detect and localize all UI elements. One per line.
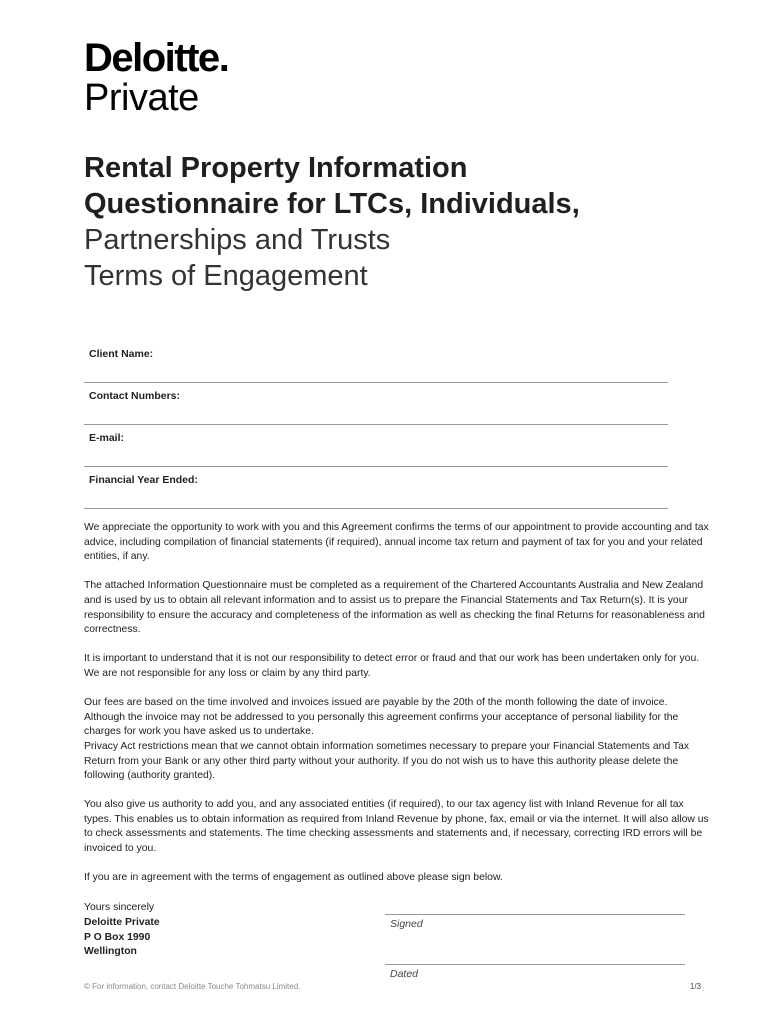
title-line-3: Partnerships and Trusts bbox=[84, 224, 391, 256]
paragraph-questionnaire: The attached Information Questionnaire must be completed as a requirement of the Chartered Accountants Australia and New Zealand and is used by us to obtain all relevant information and to assist us to prepare the Financial Statements and Tax Return(s). It is your responsibility to ensure the accuracy and completeness of the information as well as checking the final Returns for reasonableness and correctness. bbox=[84, 580, 705, 636]
signoff-city: Wellington bbox=[84, 946, 137, 958]
document-title bbox=[84, 150, 724, 294]
email-field[interactable] bbox=[84, 425, 668, 467]
paragraph-tax-agency: You also give us authority to add you, and any associated entities (if required), to our tax agency list with Inland Revenue for all tax types. This enables us to obtain information as required from Inland Revenue by phone, fax, email or via the internet. It will also allow us to check assessments and statements. The time checking assessments and statements and, if necessary, correcting IRD errors will be invoiced to you. bbox=[84, 799, 709, 855]
contact-numbers-label: Contact Numbers: bbox=[89, 390, 181, 402]
date-field[interactable] bbox=[385, 964, 685, 980]
signoff-block bbox=[84, 901, 160, 960]
deloitte-private-logo bbox=[84, 38, 228, 118]
paragraph-fees: Our fees are based on the time involved and invoices issued are payable by the 20th of the month following the date of invoice. Although the invoice may not be addressed to you personally this agreement confirms your acceptance of personal liability for the charges for work you have asked us to undertake. bbox=[84, 697, 679, 738]
signature-line bbox=[385, 914, 685, 915]
financial-year-field[interactable] bbox=[84, 467, 668, 509]
signed-label: Signed bbox=[390, 918, 423, 930]
signoff-closing: Yours sincerely bbox=[84, 902, 155, 913]
logo-sub: Private bbox=[84, 77, 199, 119]
financial-year-label: Financial Year Ended: bbox=[89, 474, 198, 486]
signoff-po-box: P O Box 1990 bbox=[84, 931, 151, 943]
engagement-terms bbox=[84, 521, 709, 900]
signature-field[interactable] bbox=[385, 914, 685, 930]
paragraph-privacy: Privacy Act restrictions mean that we cannot obtain information sometimes necessary to prepare your Financial Statements and Tax Return from your Bank or any other third party without your authority. If you do not wish us to have this authority please delete the following (authority granted). bbox=[84, 740, 690, 782]
contact-numbers-field[interactable] bbox=[84, 383, 668, 425]
title-line-2: Questionnaire for LTCs, Individuals, bbox=[84, 188, 580, 220]
page-number: 1/3 bbox=[689, 982, 701, 991]
paragraph-appreciation: We appreciate the opportunity to work with you and this Agreement confirms the terms of our appointment to provide accounting and tax advice, including compilation of financial statements (if required), annual income tax return and payment of tax for you and your related entities, if any. bbox=[84, 522, 709, 563]
signoff-company: Deloitte Private bbox=[84, 916, 160, 928]
date-line bbox=[385, 964, 685, 965]
title-line-4: Terms of Engagement bbox=[84, 260, 368, 292]
paragraph-agreement: If you are in agreement with the terms of engagement as outlined above please sign below. bbox=[84, 872, 503, 884]
page-footer bbox=[84, 982, 701, 991]
dated-label: Dated bbox=[390, 968, 419, 980]
client-details-form bbox=[84, 341, 668, 509]
client-name-field[interactable] bbox=[84, 341, 668, 383]
logo-brand: Deloitte. bbox=[84, 36, 229, 80]
client-name-label: Client Name: bbox=[89, 348, 154, 360]
title-line-1: Rental Property Information bbox=[84, 152, 468, 184]
email-label: E-mail: bbox=[89, 432, 125, 444]
paragraph-responsibility: It is important to understand that it is not our responsibility to detect error or fraud and that our work has been undertaken only for you. We are not responsible for any loss or claim by any third party. bbox=[84, 653, 700, 679]
footer-copyright: © For information, contact Deloitte Touche Tohmatsu Limited. bbox=[84, 982, 301, 991]
